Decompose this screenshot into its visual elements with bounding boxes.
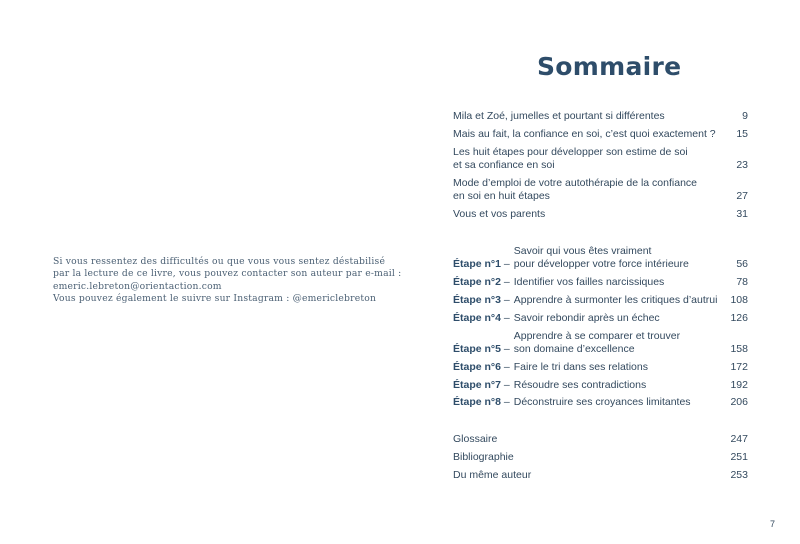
step-title: Savoir rebondir après un échec xyxy=(513,311,660,324)
contact-note xyxy=(53,256,402,306)
toc-page-number: 23 xyxy=(736,158,748,171)
toc-entry xyxy=(453,110,748,123)
author-email: emeric.lebreton@orientaction.com xyxy=(53,280,222,292)
toc-page-number: 253 xyxy=(730,468,748,481)
step-label: Étape n°6 xyxy=(453,360,501,373)
step-dash: – xyxy=(500,378,510,391)
contact-note-line: par la lecture de ce livre, vous pouvez contacter son auteur par e-mail : xyxy=(53,268,402,280)
page-number: 7 xyxy=(770,519,776,529)
toc-page-number: 27 xyxy=(736,189,748,202)
toc-step xyxy=(453,294,748,307)
toc-entry-text: et sa confiance en soi xyxy=(453,158,555,171)
toc-steps-section xyxy=(453,245,748,414)
toc-page-number: 56 xyxy=(736,257,748,270)
toc-entry-text: Du même auteur xyxy=(453,468,532,481)
step-title: Savoir qui vous êtes vraiment xyxy=(513,245,652,257)
toc-entry xyxy=(453,208,748,221)
step-dash: – xyxy=(500,311,510,324)
toc-page-number: 108 xyxy=(730,293,748,306)
step-title: pour développer votre force intérieure xyxy=(513,257,689,270)
step-dash: – xyxy=(500,293,510,306)
toc-entry-text: Glossaire xyxy=(453,433,498,445)
toc-page-number: 31 xyxy=(736,207,748,220)
toc-entry xyxy=(453,433,748,446)
step-dash: – xyxy=(500,257,510,270)
toc-step xyxy=(453,330,748,356)
step-title: Faire le tri dans ses relations xyxy=(513,360,648,373)
toc-step xyxy=(453,396,748,409)
step-dash: – xyxy=(500,342,510,355)
step-title: son domaine d’excellence xyxy=(513,342,635,355)
toc-entry-text: en soi en huit étapes xyxy=(453,189,550,202)
step-title: Apprendre à surmonter les critiques d’autrui xyxy=(513,293,718,306)
toc-page-number: 247 xyxy=(730,433,748,445)
toc-entry xyxy=(453,128,748,141)
toc-page-number: 251 xyxy=(730,450,748,463)
step-label: Étape n°1 xyxy=(453,257,501,270)
toc-entry-text: Mais au fait, la confiance en soi, c’est quoi exactement ? xyxy=(453,127,716,140)
instagram-line: Vous pouvez également le suivre sur Instagram : @emericlebreton xyxy=(53,293,377,305)
toc-entry xyxy=(453,469,748,482)
step-title: Apprendre à se comparer et trouver xyxy=(513,329,681,342)
contact-note-line: Si vous ressentez des difficultés ou que vous vous sentez déstabilisé xyxy=(53,256,386,267)
step-dash: – xyxy=(500,360,510,373)
step-label: Étape n°4 xyxy=(453,311,501,324)
step-label: Étape n°7 xyxy=(453,378,501,391)
step-title: Identifier vos failles narcissiques xyxy=(513,275,665,288)
toc-page-number: 206 xyxy=(730,396,748,409)
toc-entry-text: Vous et vos parents xyxy=(453,207,546,220)
toc-step xyxy=(453,361,748,374)
toc-page-number: 15 xyxy=(736,127,748,140)
toc-entry-text: Les huit étapes pour développer son estime de soi xyxy=(453,145,688,158)
toc-step xyxy=(453,312,748,325)
step-dash: – xyxy=(500,275,510,288)
toc-entry xyxy=(453,177,748,203)
step-title: Déconstruire ses croyances limitantes xyxy=(513,396,691,409)
toc-entry-text: Mila et Zoé, jumelles et pourtant si différentes xyxy=(453,110,665,122)
toc-entry xyxy=(453,146,748,172)
toc-step xyxy=(453,379,748,392)
toc-page-number: 158 xyxy=(730,342,748,355)
toc-page-number: 192 xyxy=(730,378,748,391)
toc-entry xyxy=(453,451,748,464)
toc-page-number: 172 xyxy=(730,360,748,373)
step-label: Étape n°8 xyxy=(453,396,501,409)
page-title: Sommaire xyxy=(537,52,682,81)
toc-intro-section xyxy=(453,110,748,226)
toc-page-number: 126 xyxy=(730,311,748,324)
toc-end-section xyxy=(453,433,748,487)
toc-page-number: 9 xyxy=(742,110,748,122)
toc-step xyxy=(453,245,748,271)
toc-entry-text: Mode d’emploi de votre autothérapie de la confiance xyxy=(453,176,697,189)
toc-step xyxy=(453,276,748,289)
step-label: Étape n°5 xyxy=(453,342,501,355)
step-dash: – xyxy=(500,396,510,409)
step-title: Résoudre ses contradictions xyxy=(513,378,647,391)
step-label: Étape n°3 xyxy=(453,293,501,306)
toc-entry-text: Bibliographie xyxy=(453,450,514,463)
toc-page-number: 78 xyxy=(736,275,748,288)
step-label: Étape n°2 xyxy=(453,275,501,288)
